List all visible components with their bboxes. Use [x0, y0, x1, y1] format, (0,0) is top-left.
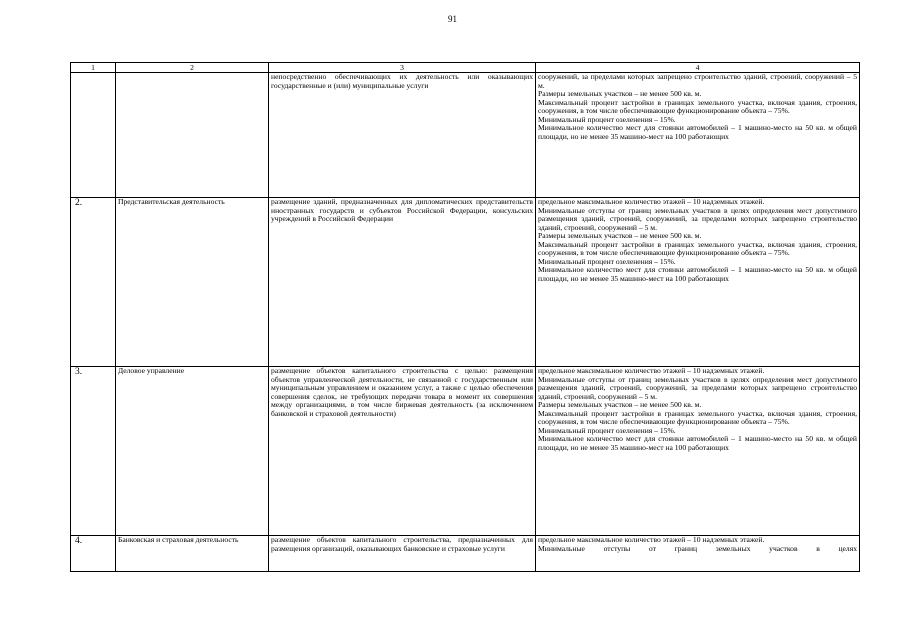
parameter-line: Максимальный процент застройки в границах земельного участка, включая здания, строения, сооружения, в том числе обеспечивающие функционирование объекта – 75%.: [538, 408, 857, 427]
use-name: Представительская деятельность: [116, 198, 269, 367]
zoning-table: [70, 62, 860, 572]
parameter-line: сооружений, за пределами которых запрещено строительство зданий, строений, сооружений – 5 м.: [538, 72, 857, 90]
use-name: [116, 73, 269, 198]
use-parameters: [536, 367, 860, 536]
table-row: [71, 198, 860, 367]
parameter-line: Минимальные отступы от границ земельных участков в целях: [538, 543, 857, 553]
use-name: Банковская и страховая деятельность: [116, 536, 269, 572]
use-description: [269, 367, 536, 536]
use-description: [269, 198, 536, 367]
use-parameters: [536, 73, 860, 198]
parameter-line: Размеры земельных участков – не менее 500 кв. м.: [538, 400, 702, 410]
parameter-line: Минимальный процент озеленения – 15%.: [538, 256, 676, 266]
parameter-line: Минимальное количество мест для стоянки автомобилей – 1 машино-место на 50 кв. м общей площади, но не менее 35 машино-мест на 100 работающих: [538, 434, 857, 452]
page-number: 91: [448, 14, 457, 24]
parameter-line: Максимальный процент застройки в границах земельного участка, включая здания, строения, сооружения, в том числе обеспечивающие функционирование объекта – 75%.: [538, 239, 857, 258]
parameter-line: Минимальное количество мест для стоянки автомобилей – 1 машино-место на 50 кв. м общей площади, но не менее 35 машино-мест на 100 работающих: [538, 265, 857, 283]
use-parameters: [536, 536, 860, 572]
parameter-line: Минимальный процент озеленения – 15%.: [538, 114, 676, 124]
description-text: непосредственно обеспечивающих их деятельность или оказывающих государственные и (или) муниципальные услуги: [271, 72, 533, 90]
description-text: размещение объектов капитального строительства, предназначенных для размещения организаций, оказывающих банковские и страховые услуги: [271, 535, 533, 553]
row-number: 2.: [71, 198, 116, 367]
parameter-line: предельное максимальное количество этажей – 10 надземных этажей.: [538, 197, 765, 206]
parameter-line: предельное максимальное количество этажей – 10 надземных этажей.: [538, 366, 765, 375]
description-text: размещение объектов капитального строительства с целью: размещения объектов управленческой деятельности, не связанной с государственным или муниципальным управлением и оказанием услуг, а также с целью обеспечения совершения сделок, не требующих передачи товара в момент их совершения между организациями, в том числе биржевая деятельность (за исключением банковской и страховой деятельности): [271, 366, 533, 418]
header-cell: 3: [269, 63, 536, 73]
parameter-line: Минимальные отступы от границ земельных участков в целях определения мест допустимого размещения зданий, строений, сооружений, за пределами которых запрещено строительство зданий, строений, сооружений – 5 м.: [538, 205, 857, 232]
parameter-line: Максимальный процент застройки в границах земельного участка, включая здания, строения, сооружения, в том числе обеспечивающие функционирование объекта – 75%.: [538, 97, 857, 116]
parameter-line: Минимальный процент озеленения – 15%.: [538, 425, 676, 435]
parameter-line: Минимальные отступы от границ земельных участков в целях определения мест допустимого размещения зданий, строений, сооружений, за пределами которых запрещено строительство зданий, строений, сооружений – 5 м.: [538, 374, 857, 401]
header-cell: 1: [71, 63, 116, 73]
header-cell: 4: [536, 63, 860, 73]
row-number: 4.: [71, 536, 116, 572]
use-name: Деловое управление: [116, 367, 269, 536]
description-text: размещение зданий, предназначенных для дипломатических представительств иностранных государств и субъектов Российской Федерации, консульских учреждений в Российской Федерации: [271, 197, 533, 224]
use-parameters: [536, 198, 860, 367]
table-header-row: [71, 63, 860, 73]
header-cell: 2: [116, 63, 269, 73]
use-description: [269, 73, 536, 198]
parameter-line: предельное максимальное количество этажей – 10 надземных этажей.: [538, 535, 765, 544]
table-row: [71, 536, 860, 572]
table-row: [71, 73, 860, 198]
parameter-line: Минимальное количество мест для стоянки автомобилей – 1 машино-место на 50 кв. м общей площади, но не менее 35 машино-мест на 100 работающих: [538, 123, 857, 141]
parameter-line: Размеры земельных участков – не менее 500 кв. м.: [538, 89, 702, 99]
parameter-line: Размеры земельных участков – не менее 500 кв. м.: [538, 231, 702, 241]
use-description: [269, 536, 536, 572]
table-row: [71, 367, 860, 536]
row-number: 3.: [71, 367, 116, 536]
row-number: [71, 73, 116, 198]
